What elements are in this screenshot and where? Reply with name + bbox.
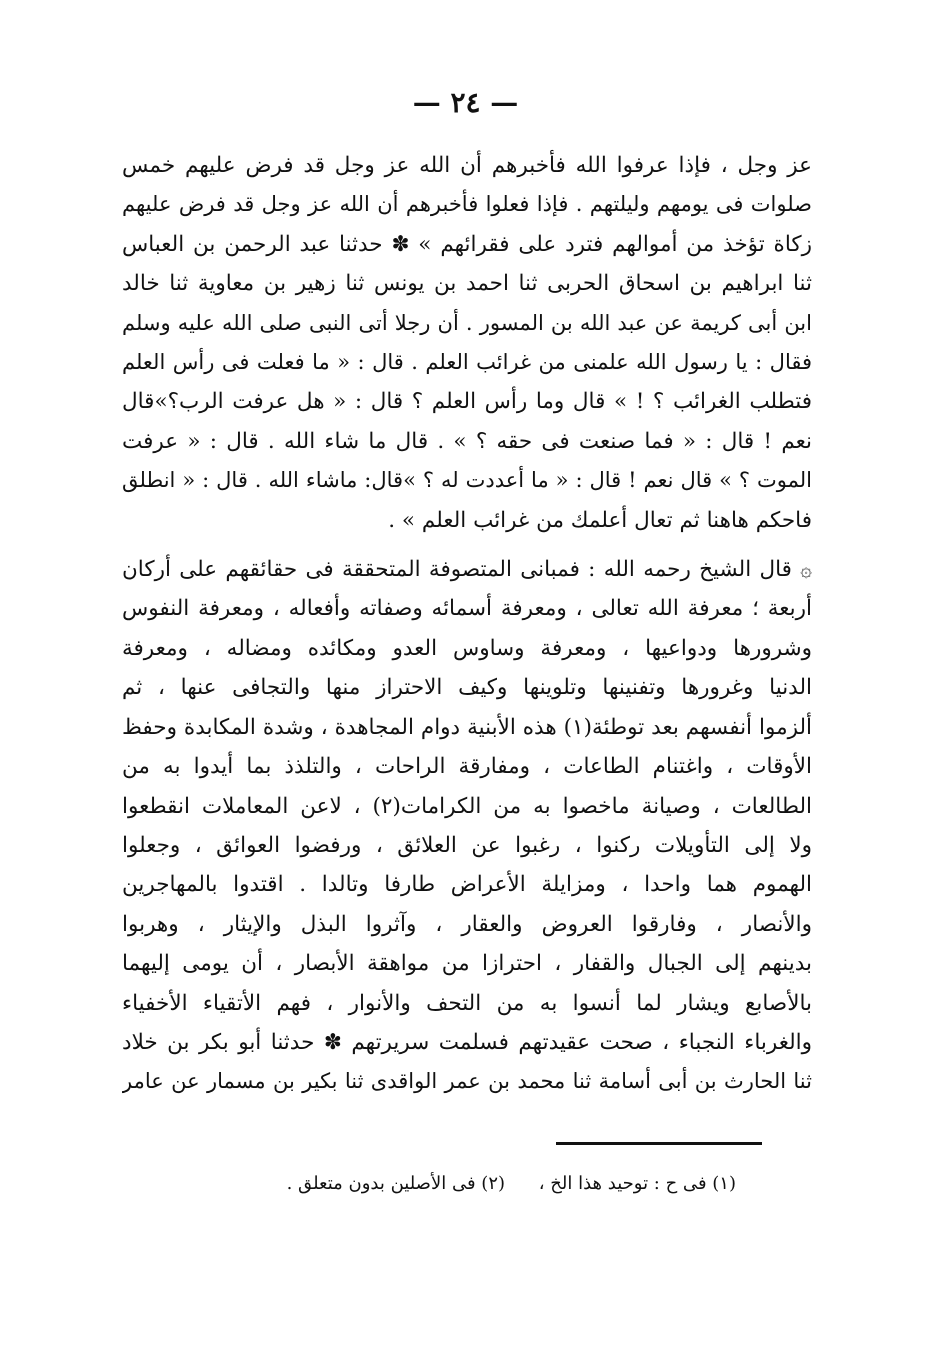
text-line: وشرورها ودواعيها ، ومعرفة وساوس العدو ومكائده ومضاله ، ومعرفة — [122, 635, 812, 661]
text-line: والأنصار ، وفارقوا العروض والعقار ، وآثروا البذل والإيثار ، وهربوا — [122, 911, 812, 937]
text-line: الهموم هما واحدا ، ومزايلة الأعراض طارفا وتالدا . اقتدوا بالمهاجرين — [122, 872, 812, 898]
text-line: فاحكم هاهنا ثم تعال أعلمك من غرائب العلم » . — [388, 507, 812, 533]
text-line: الأوقات ، واغتنام الطاعات ، ومفارقة الراحات ، والتلذذ بما أيدوا به من — [122, 754, 812, 780]
text-line: ولا إلى التأويلات ركنوا ، رغبوا عن العلائق ، ورفضوا العوائق ، وجعلوا — [122, 832, 812, 858]
text-line: فقال : يا رسول الله علمنى من غرائب العلم . قال : « ما فعلت فى رأس العلم — [122, 350, 812, 375]
text-line: ثنا ابراهيم بن اسحاق الحربى ثنا احمد بن يونس ثنا زهير بن معاوية ثنا خالد — [122, 271, 812, 297]
text-line: والغرباء النجباء ، صحت عقيدتهم فسلمت سريرتهم ✽ حدثنا أبو بكر بن خلاد — [122, 1029, 812, 1055]
text-line: فتطلب الغرائب ؟ ! » قال وما رأس العلم ؟ قال : « هل عرفت الرب؟»قال — [122, 389, 812, 415]
page-number: — ٢٤ — — [412, 86, 519, 119]
text-line: عز وجل ، فإذا عرفوا الله فأخبرهم أن الله عز وجل قد فرض عليهم خمس — [122, 153, 812, 178]
text-line: الطالعات ، وصيانة ماخصوا به من الكرامات(٢) ، لاعن المعاملات انقطعوا — [122, 793, 812, 819]
text-line: صلوات فى يومهم وليلتهم . فإذا فعلوا فأخبرهم أن الله عز وجل قد فرض عليهم — [122, 192, 812, 217]
text-line: الدنيا وغرورها وتفنينها وتلوينها وكيف الاحتراز منها والتجافى عنها ، ثم — [122, 675, 812, 701]
text-line: ثنا الحارث بن أبى أسامة ثنا محمد بن عمر الواقدى ثنا بكير بن مسمار عن عامر — [122, 1069, 812, 1094]
text-line: نعم ! قال : « فما صنعت فى حقه ؟ » . قال ما شاء الله . قال : « عرفت — [122, 428, 812, 454]
text-line: ألزموا أنفسهم بعد توطئة(١) هذه الأبنية دوام المجاهدة ، وشدة المكابدة وحفظ — [122, 714, 812, 740]
text-line-with-ornament — [122, 550, 812, 589]
text-line: قال الشيخ رحمه الله : فمبانى المتصوفة المتحققة فى حقائقهم على أركان — [122, 557, 792, 583]
footnote-1: (١) فى ح : توحيد هذا الخ ، — [538, 1173, 736, 1194]
footnotes — [240, 1173, 736, 1194]
paragraph-gap — [122, 540, 812, 550]
ornament-icon: ۞ — [800, 557, 812, 582]
footnote-divider — [556, 1142, 762, 1145]
text-line: بدينهم إلى الجبال والقفار ، احترازا من مواهقة الأبصار ، أن يومى إليهما — [122, 951, 812, 977]
text-line: أربعة ؛ معرفة الله تعالى ، ومعرفة أسمائه وصفاته وأفعاله ، ومعرفة النفوس — [122, 596, 812, 622]
paragraph-2 — [122, 550, 812, 1102]
paragraph-1 — [122, 146, 812, 540]
text-line: زكاة تؤخذ من أموالهم فترد على فقرائهم » ✽ حدثنا عبد الرحمن بن العباس — [122, 231, 812, 257]
body-text — [122, 146, 812, 1102]
footnote-2: (٢) فى الأصلين بدون متعلق . — [286, 1173, 506, 1194]
text-line: الموت ؟ » قال نعم ! قال : « ما أعددت له ؟ »قال: ماشاء الله . قال : « انطلق — [122, 468, 812, 493]
text-line: ابن أبى كريمة عن عبد الله بن المسور . أن رجلا أتى النبى صلى الله عليه وسلم — [122, 310, 812, 335]
text-line: بالأصابع ويشار لما أنسوا به من التحف والأنوار ، فهم الأتقياء الأخفياء — [122, 990, 812, 1016]
